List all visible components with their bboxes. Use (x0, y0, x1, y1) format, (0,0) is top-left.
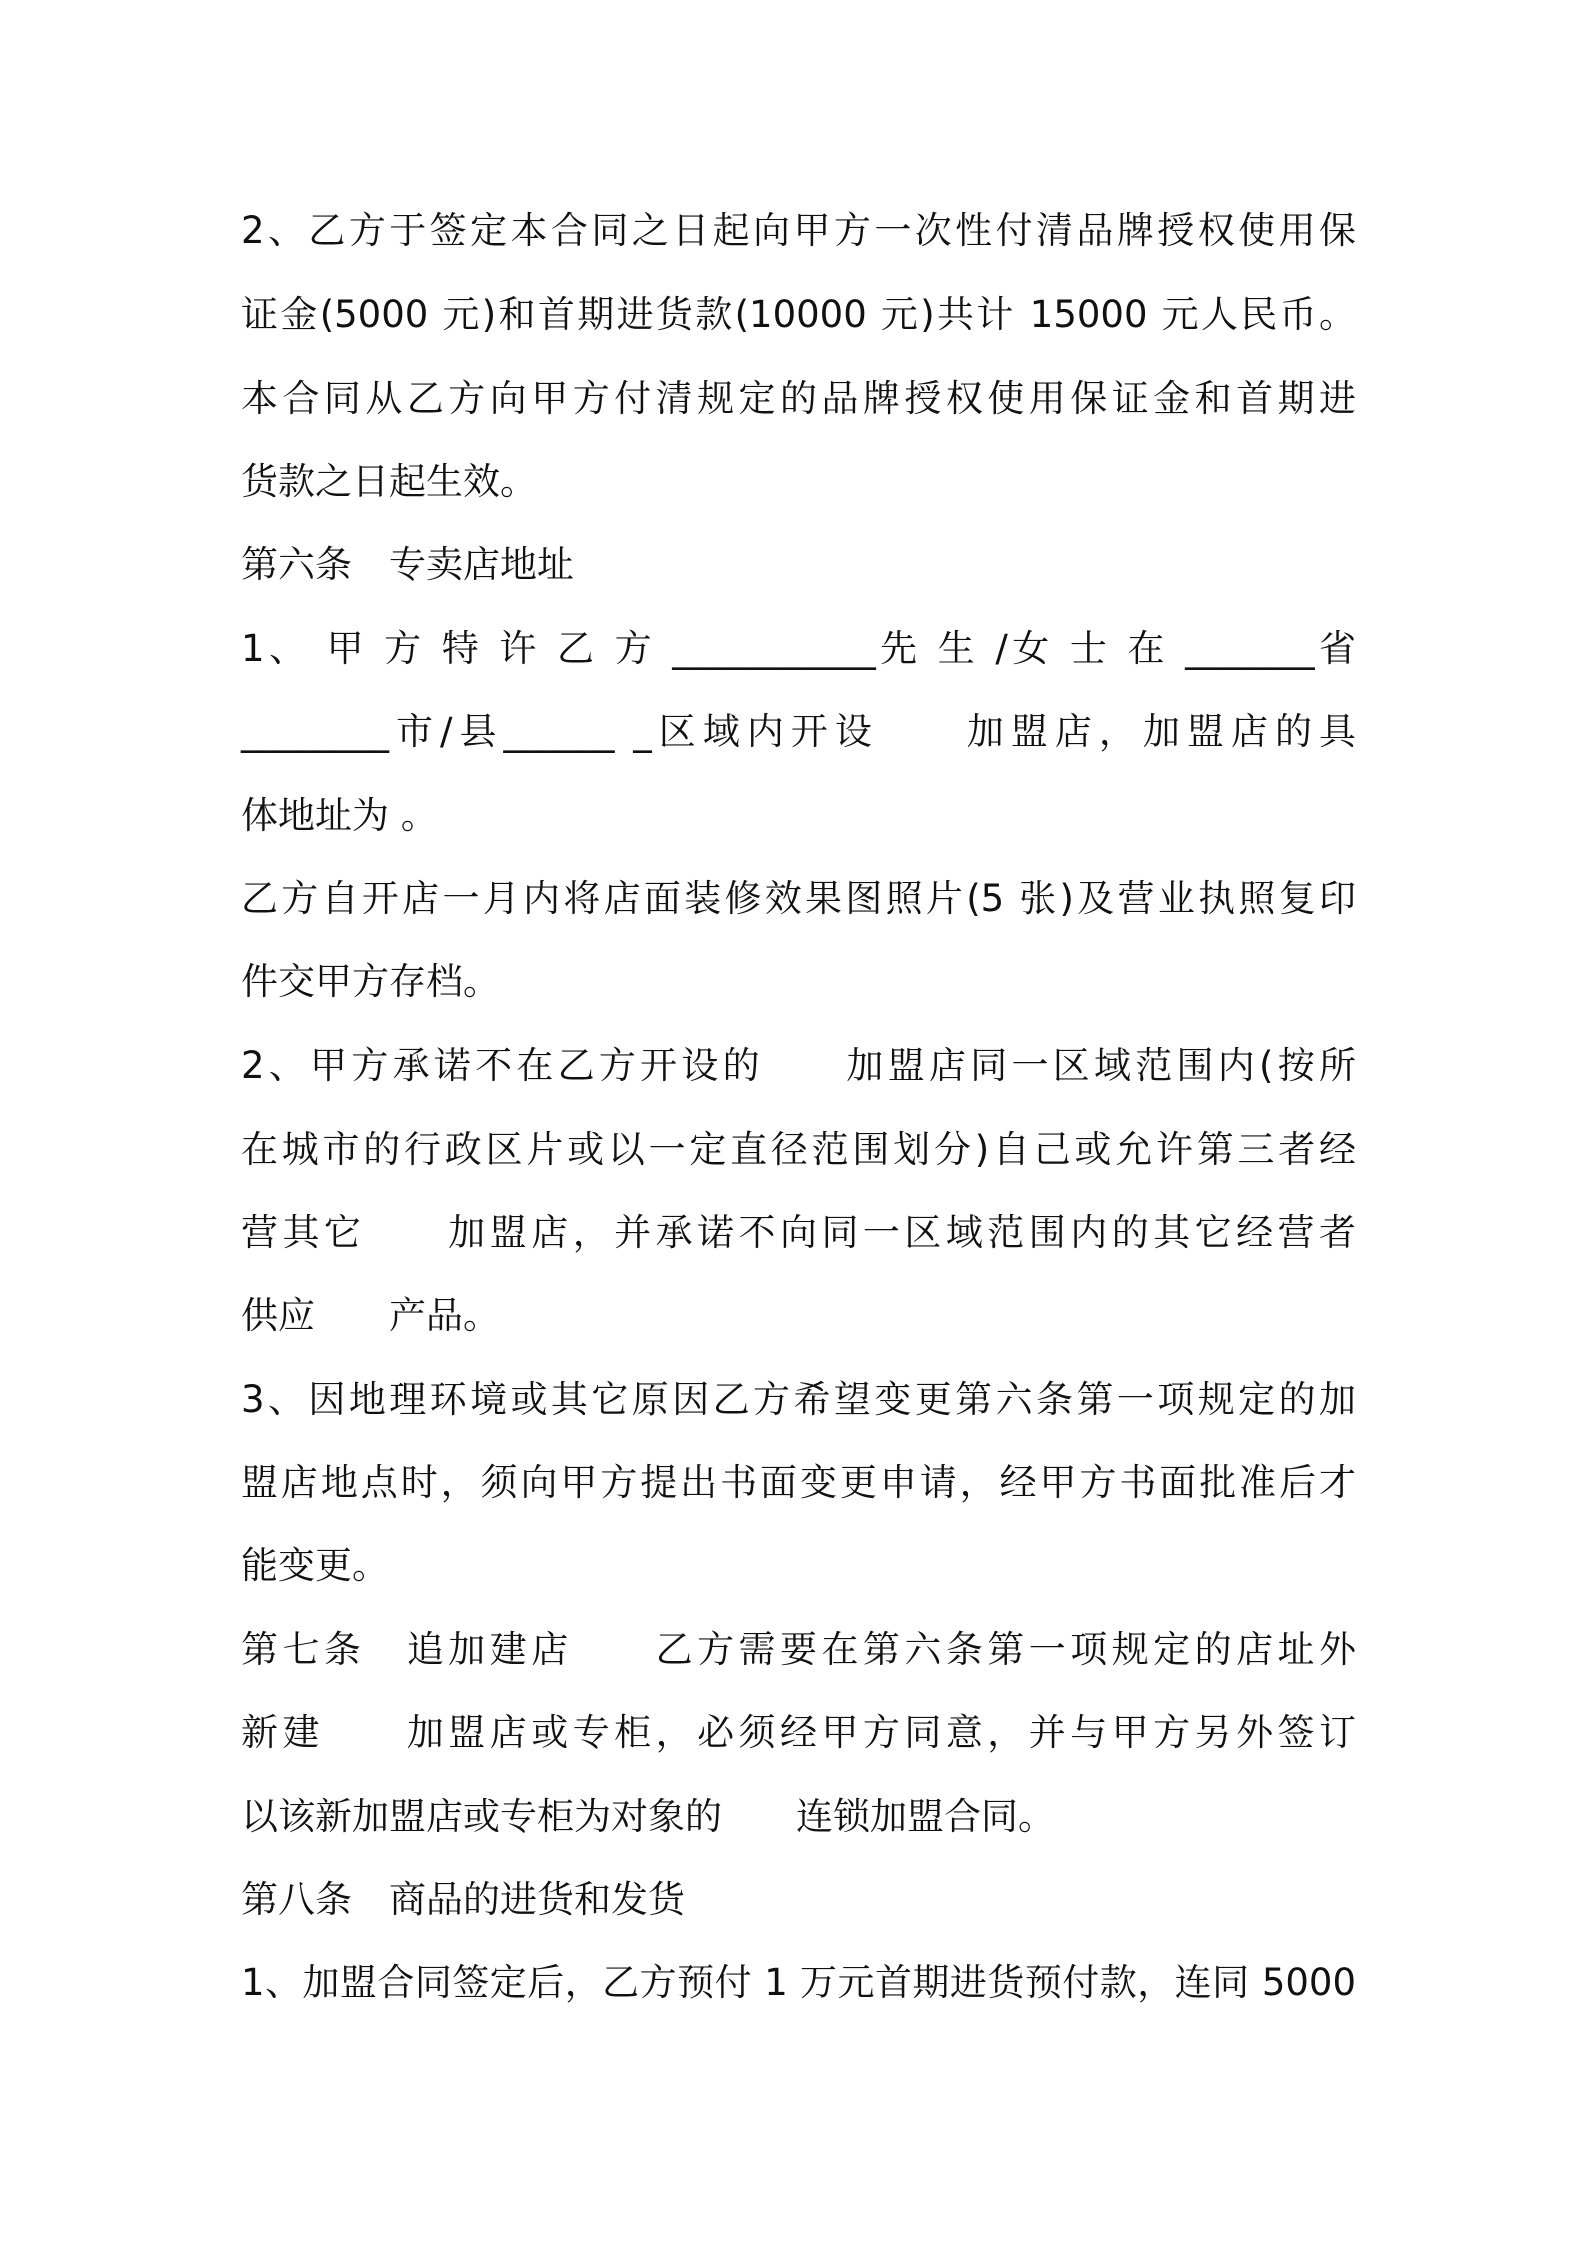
article-7-line-3: 以该新加盟店或专柜为对象的 连锁加盟合同。 (241, 1795, 1055, 1838)
article-6-note-line-2: 件交甲方存档。 (241, 960, 500, 1003)
article-6-item-1-line-2: ________市/县______ _区域内开设 加盟店，加盟店的具 (241, 710, 1356, 753)
article-8-title: 第八条 商品的进货和发货 (241, 1878, 685, 1921)
clause-2-line-2: 证金(5000 元)和首期进货款(10000 元)共计 15000 元人民币。 (241, 293, 1356, 336)
article-6-item-3-line-3: 能变更。 (241, 1544, 389, 1587)
article-6-item-3-line-2: 盟店地点时，须向甲方提出书面变更申请，经甲方书面批准后才 (241, 1461, 1356, 1504)
article-7-line-2: 新建 加盟店或专柜，必须经甲方同意，并与甲方另外签订 (241, 1711, 1356, 1754)
article-6-item-1-line-1: 1、 甲 方 特 许 乙 方 ___________先 生 /女 士 在 _______省 (241, 627, 1356, 670)
article-6-item-2-line-3: 营其它 加盟店，并承诺不向同一区域范围内的其它经营者 (241, 1211, 1356, 1254)
article-6-item-2-line-1: 2、甲方承诺不在乙方开设的 加盟店同一区域范围内(按所 (241, 1044, 1356, 1087)
article-6-item-1-line-3: 体地址为 。 (241, 794, 438, 837)
article-6-note-line-1: 乙方自开店一月内将店面装修效果图照片(5 张)及营业执照复印 (241, 877, 1356, 920)
clause-2-line-4: 货款之日起生效。 (241, 460, 537, 503)
article-6-item-2-line-4: 供应 产品。 (241, 1294, 500, 1337)
article-8-item-1-line-1: 1、加盟合同签定后，乙方预付 1 万元首期进货预付款，连同 5000 (241, 1961, 1356, 2004)
clause-2-line-3: 本合同从乙方向甲方付清规定的品牌授权使用保证金和首期进 (241, 377, 1356, 420)
article-6-item-2-line-2: 在城市的行政区片或以一定直径范围划分)自己或允许第三者经 (241, 1128, 1356, 1171)
article-6-item-3-line-1: 3、因地理环境或其它原因乙方希望变更第六条第一项规定的加 (241, 1378, 1356, 1421)
clause-2-line-1: 2、乙方于签定本合同之日起向甲方一次性付清品牌授权使用保 (241, 209, 1356, 252)
article-7-line-1: 第七条 追加建店 乙方需要在第六条第一项规定的店址外 (241, 1628, 1356, 1671)
article-6-title: 第六条 专卖店地址 (241, 543, 574, 586)
